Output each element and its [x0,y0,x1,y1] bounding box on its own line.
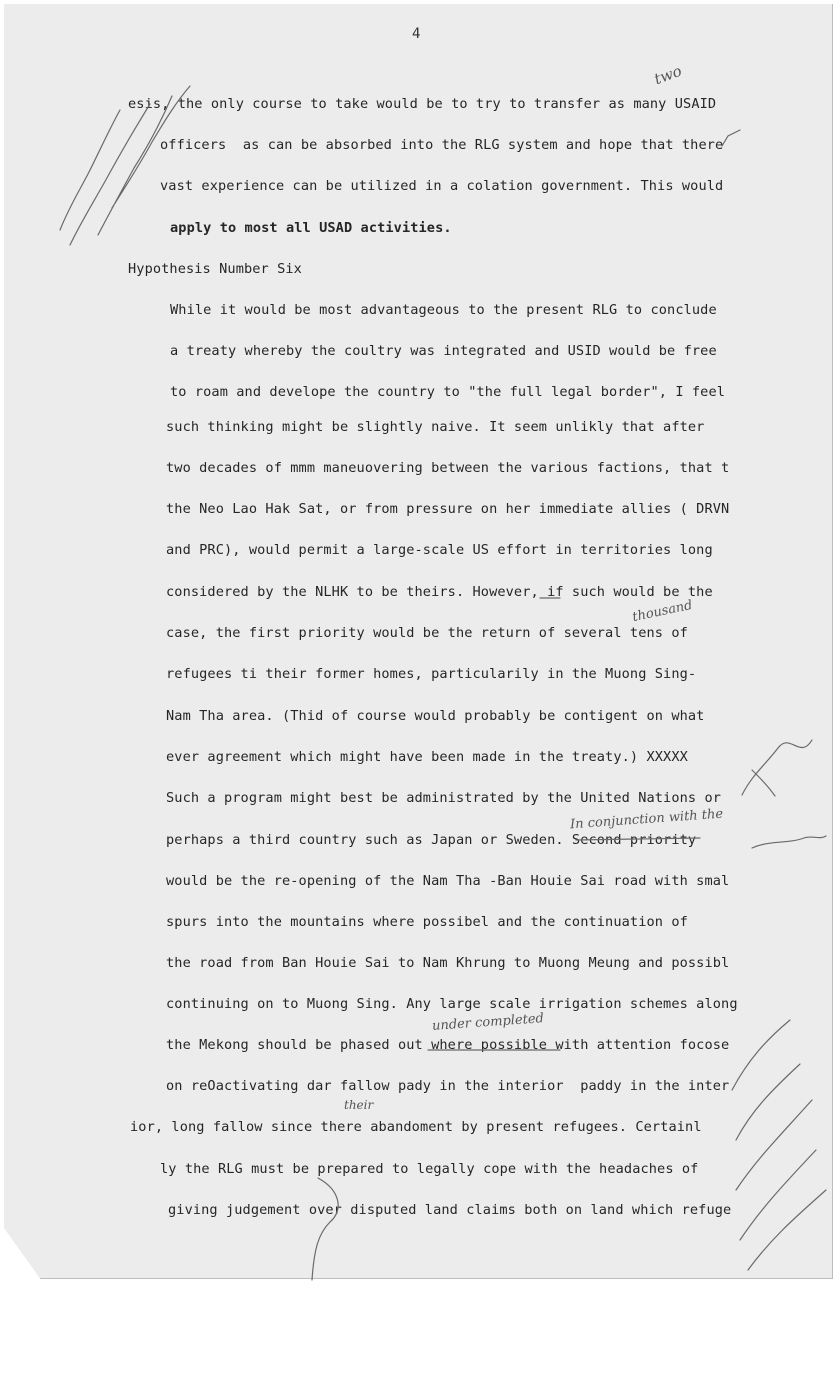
curved-bracket [312,1178,338,1280]
body-line-12: and PRC), would permit a large-scale US effort in territories long [166,542,713,558]
body-line-13: considered by the NLHK to be theirs. However, if such would be the [166,584,713,600]
page-number: 4 [412,26,421,42]
body-line-6: While it would be most advantageous to the present RLG to conclude [170,302,717,318]
handwritten-note-two: two [651,61,685,89]
body-line-9: such thinking might be slightly naive. It seem unlikly that after [166,419,705,435]
margin-scribble-right-mid [752,836,826,848]
strike-second-priority [576,838,700,840]
handwritten-note-thousand: thousand [631,597,694,626]
handwritten-note-their: their [344,1098,374,1112]
body-line-8: to roam and develope the country to "the full legal border", I feel [170,384,726,400]
body-line-15: refugees ti their former homes, particularily in the Muong Sing- [166,666,697,682]
body-line-11: the Neo Lao Hak Sat, or from pressure on her immediate allies ( DRVN [166,501,730,517]
body-line-21: spurs into the mountains where possibel and the continuation of [166,914,688,930]
body-line-23: continuing on to Muong Sing. Any large scale irrigation schemes along [166,996,738,1012]
margin-scribble-right-bottom [732,1020,826,1270]
body-line-3: vast experience can be utilized in a colation government. This would [160,178,724,194]
body-line-26: ior, long fallow since there abandoment by present refugees. Certainl [130,1119,702,1135]
body-line-24: the Mekong should be phased out where possible with attention focose [166,1037,730,1053]
handwritten-note-under-completed: under completed [431,1011,545,1034]
body-line-27: ly the RLG must be prepared to legally cope with the headaches of [160,1161,699,1177]
section-heading: Hypothesis Number Six [128,261,302,277]
body-line-1: esis, the only course to take would be to try to transfer as many USAID [128,96,717,112]
body-line-14: case, the first priority would be the return of several tens of [166,625,688,641]
margin-scribble-right-top [742,740,812,796]
body-line-18: Such a program might best be administrated by the United Nations or [166,790,722,806]
body-line-7: a treaty whereby the coultry was integrated and USID would be free [170,343,717,359]
body-line-20: would be the re-opening of the Nam Tha -Ban Houie Sai road with smal [166,873,730,889]
handwritten-note-conjunction: In conjunction with the [569,806,724,833]
body-line-28: giving judgement over disputed land claims both on land which refuge [168,1202,732,1218]
body-line-22: the road from Ban Houie Sai to Nam Khrung to Muong Meung and possibl [166,955,730,971]
body-line-25: on reOactivating dar fallow pady in the interior paddy in the inter [166,1078,730,1094]
check-mark-first-line [722,130,740,146]
body-line-10: two decades of mmm maneuovering between the various factions, that t [166,460,730,476]
body-line-16: Nam Tha area. (Thid of course would probably be contigent on what [166,708,705,724]
body-line-2: officers as can be absorbed into the RLG system and hope that there [160,137,724,153]
body-line-19: perhaps a third country such as Japan or Sweden. Second priority [166,832,697,848]
body-line-4: apply to most all USAD activities. [170,220,452,236]
body-line-17: ever agreement which might have been made in the treaty.) XXXXX [166,749,688,765]
margin-scribble-left [60,86,190,245]
